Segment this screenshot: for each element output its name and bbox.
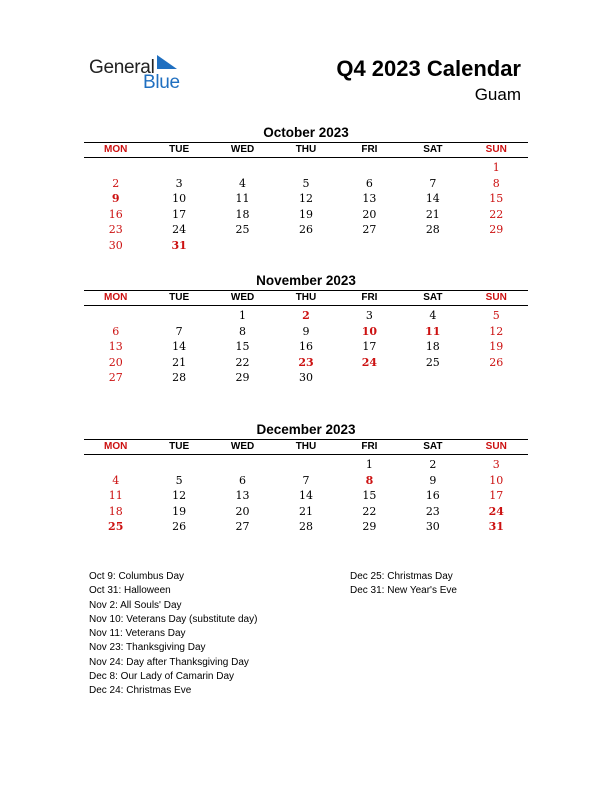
day-cell: 26 <box>298 223 313 236</box>
week-row <box>84 160 528 176</box>
day-cell <box>211 238 274 254</box>
day-cell: 4 <box>239 176 247 190</box>
day-cell: 5 <box>175 473 183 487</box>
weekday-label: FRI <box>361 441 378 452</box>
holiday-list-left <box>89 570 257 699</box>
day-cell: 12 <box>172 489 187 502</box>
day-cell: 12 <box>298 192 313 205</box>
weekday-label: SUN <box>485 292 507 303</box>
weekday-label: TUE <box>169 292 190 303</box>
day-cell: 4 <box>429 309 437 322</box>
day-cell: 26 <box>172 520 187 533</box>
day-cell <box>147 457 210 473</box>
day-cell: 24 <box>488 504 504 518</box>
weekday-label: MON <box>104 144 128 155</box>
day-cell: 17 <box>489 489 504 502</box>
holiday-entry: Nov 24: Day after Thanksgiving Day <box>89 656 249 668</box>
day-cell: 25 <box>425 355 440 369</box>
day-cell: 19 <box>489 340 504 353</box>
day-cell: 20 <box>108 355 123 369</box>
logo-flag-icon <box>157 55 179 71</box>
day-cell: 11 <box>235 192 250 205</box>
day-cell: 14 <box>425 192 440 205</box>
holiday-entry: Dec 8: Our Lady of Camarin Day <box>89 671 235 683</box>
day-cell: 13 <box>362 192 377 205</box>
day-cell: 4 <box>112 473 120 487</box>
day-cell: 28 <box>425 223 440 236</box>
day-cell: 20 <box>362 207 377 221</box>
day-cell: 16 <box>425 489 440 502</box>
weekday-label: SUN <box>485 441 507 452</box>
weekday-label: FRI <box>361 144 378 155</box>
day-cell: 23 <box>425 504 440 518</box>
day-cell: 25 <box>235 223 250 236</box>
day-cell: 23 <box>298 355 314 369</box>
page-subtitle: Guam <box>474 85 521 104</box>
weekday-label: WED <box>230 441 255 452</box>
day-cell: 5 <box>492 309 500 322</box>
day-cell: 22 <box>235 355 250 369</box>
day-cell <box>147 308 210 324</box>
day-cell <box>147 160 210 176</box>
day-cell <box>338 370 401 386</box>
week-row <box>84 339 528 355</box>
day-cell <box>274 160 337 176</box>
weekday-header-row <box>84 290 528 306</box>
logo-text-blue: Blue <box>143 72 180 93</box>
day-cell: 21 <box>425 207 440 221</box>
holiday-entry: Dec 31: New Year's Eve <box>350 585 457 597</box>
day-cell: 8 <box>492 176 500 190</box>
day-cell: 3 <box>175 176 183 190</box>
day-cell: 24 <box>361 355 378 369</box>
weekday-label: SAT <box>423 144 443 155</box>
day-cell <box>401 370 464 386</box>
day-cell: 10 <box>361 324 378 338</box>
day-cell <box>211 457 274 473</box>
logo-text-general: General <box>89 57 155 78</box>
month-calendar <box>84 272 528 386</box>
week-row <box>84 191 528 207</box>
day-cell: 6 <box>239 473 247 487</box>
day-cell: 27 <box>108 371 123 384</box>
day-cell: 22 <box>362 504 377 518</box>
weekday-label: MON <box>104 441 128 452</box>
day-cell: 25 <box>108 520 124 533</box>
week-row <box>84 355 528 371</box>
day-cell: 18 <box>425 340 440 353</box>
day-cell: 2 <box>429 458 437 471</box>
day-cell: 16 <box>108 207 123 221</box>
day-cell: 18 <box>108 504 123 518</box>
weekday-label: MON <box>104 292 128 303</box>
day-cell: 7 <box>429 176 437 190</box>
day-cell: 12 <box>489 324 504 338</box>
weekday-label: SAT <box>423 292 443 303</box>
weekday-label: WED <box>230 292 255 303</box>
weekday-label: TUE <box>169 441 190 452</box>
month-title: November 2023 <box>256 273 356 288</box>
weekday-label: TUE <box>169 144 190 155</box>
week-row <box>84 370 528 386</box>
day-cell: 1 <box>365 458 373 471</box>
day-cell <box>465 238 528 254</box>
week-row <box>84 473 528 489</box>
day-cell <box>401 238 464 254</box>
day-cell <box>465 370 528 386</box>
holiday-entry: Nov 11: Veterans Day <box>89 628 186 640</box>
day-cell <box>274 457 337 473</box>
day-cell: 13 <box>235 489 250 502</box>
day-cell: 21 <box>172 355 187 369</box>
day-cell: 31 <box>171 238 187 252</box>
day-cell: 8 <box>239 324 247 338</box>
day-cell: 14 <box>172 340 187 353</box>
day-cell: 7 <box>302 473 310 487</box>
day-cell: 6 <box>365 176 373 190</box>
day-cell: 9 <box>302 324 310 338</box>
holiday-list-right <box>350 570 457 599</box>
weekday-header-row <box>84 142 528 158</box>
day-cell <box>84 457 147 473</box>
day-cell: 8 <box>365 473 374 487</box>
day-cell: 9 <box>111 192 120 205</box>
day-cell: 27 <box>362 223 377 236</box>
day-cell: 1 <box>492 161 500 174</box>
day-cell <box>84 160 147 176</box>
holiday-entry: Nov 10: Veterans Day (substitute day) <box>89 613 258 625</box>
weekday-label: THU <box>295 292 317 303</box>
day-cell: 3 <box>492 458 500 471</box>
day-cell: 10 <box>489 473 504 487</box>
day-cell: 11 <box>108 489 123 502</box>
day-cell: 19 <box>172 504 187 518</box>
day-cell: 28 <box>172 371 187 384</box>
day-cell: 5 <box>302 176 310 190</box>
day-cell: 17 <box>362 340 377 353</box>
day-cell: 19 <box>298 207 313 221</box>
day-cell: 29 <box>362 520 377 533</box>
day-cell: 28 <box>298 520 313 533</box>
day-cell: 15 <box>362 489 377 502</box>
day-cell: 17 <box>172 207 187 221</box>
holiday-entry: Oct 9: Columbus Day <box>89 571 185 582</box>
month-title: October 2023 <box>263 125 349 140</box>
day-cell: 14 <box>298 489 313 502</box>
day-cell: 10 <box>172 192 187 205</box>
day-cell: 30 <box>298 371 313 384</box>
day-cell: 24 <box>172 223 187 236</box>
month-calendar <box>84 124 528 253</box>
weekday-header-row <box>84 439 528 455</box>
week-row <box>84 324 528 340</box>
day-cell: 15 <box>489 192 504 205</box>
page-title: Q4 2023 Calendar <box>336 56 521 81</box>
weekday-label: SAT <box>423 441 443 452</box>
day-cell <box>84 308 147 324</box>
day-cell: 22 <box>489 207 504 221</box>
holiday-entry: Nov 23: Thanksgiving Day <box>89 642 206 654</box>
day-cell: 3 <box>365 309 373 322</box>
day-cell: 29 <box>489 223 504 236</box>
week-row <box>84 308 528 324</box>
week-row <box>84 504 528 520</box>
day-cell: 16 <box>298 340 313 353</box>
holiday-entry: Dec 25: Christmas Day <box>350 571 453 582</box>
week-row <box>84 207 528 223</box>
day-cell: 13 <box>108 340 123 353</box>
week-row <box>84 519 528 535</box>
day-cell: 2 <box>302 309 310 322</box>
day-cell <box>338 238 401 254</box>
day-cell <box>274 238 337 254</box>
day-cell: 2 <box>112 176 120 190</box>
week-row <box>84 238 528 254</box>
day-cell: 30 <box>425 520 440 533</box>
day-cell: 11 <box>425 324 441 338</box>
day-cell: 9 <box>429 473 437 487</box>
day-cell <box>211 160 274 176</box>
week-row <box>84 457 528 473</box>
day-cell: 6 <box>112 324 120 338</box>
day-cell: 27 <box>235 520 250 533</box>
day-cell: 15 <box>235 340 250 353</box>
weekday-label: THU <box>295 441 317 452</box>
week-row <box>84 222 528 238</box>
day-cell: 30 <box>108 238 123 252</box>
day-cell: 26 <box>489 355 504 369</box>
day-cell: 1 <box>239 309 247 322</box>
weekday-label: FRI <box>361 292 378 303</box>
weekday-label: THU <box>295 144 317 155</box>
week-row <box>84 488 528 504</box>
day-cell: 29 <box>235 371 250 384</box>
day-cell <box>401 160 464 176</box>
generalblue-logo <box>89 55 199 95</box>
holiday-entry: Dec 24: Christmas Eve <box>89 685 192 697</box>
day-cell: 21 <box>298 504 313 518</box>
day-cell: 31 <box>488 520 504 533</box>
day-cell: 18 <box>235 207 250 221</box>
holiday-entry: Oct 31: Halloween <box>89 585 171 597</box>
holiday-entry: Nov 2: All Souls' Day <box>89 599 182 611</box>
month-title: December 2023 <box>256 422 356 437</box>
weekday-label: SUN <box>485 144 507 155</box>
day-cell: 7 <box>175 324 183 338</box>
weekday-label: WED <box>230 144 255 155</box>
day-cell: 23 <box>108 223 123 236</box>
month-calendar <box>84 421 528 535</box>
day-cell <box>338 160 401 176</box>
day-cell: 20 <box>235 504 250 518</box>
week-row <box>84 176 528 192</box>
